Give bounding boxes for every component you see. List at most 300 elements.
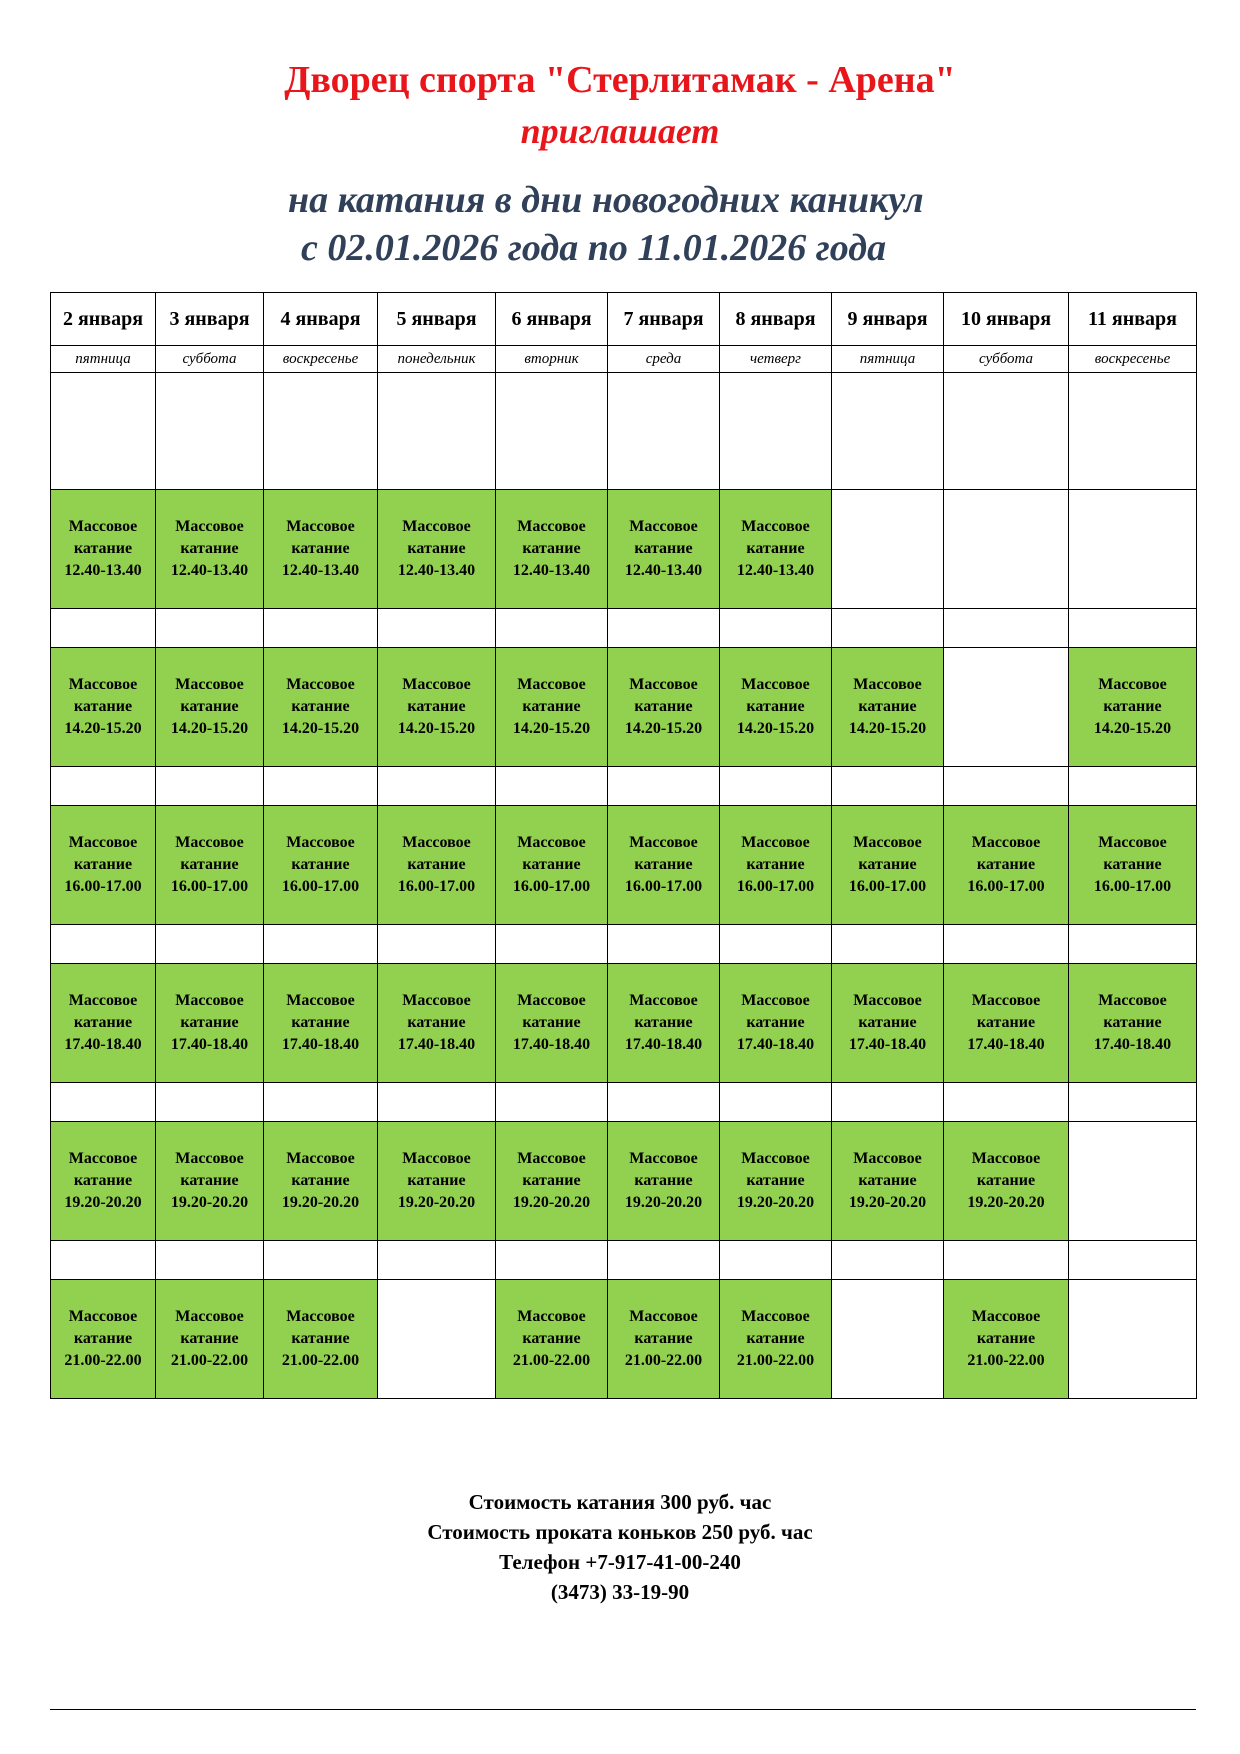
session-cell: [720, 490, 832, 609]
session-label-line2: катание: [73, 856, 133, 873]
session-cell: [264, 1280, 378, 1399]
session-time: 19.20-20.20: [967, 1194, 1045, 1211]
price-text: Стоимость катания 300 руб. час: [468, 1490, 772, 1514]
session-label-line2: катание: [180, 856, 239, 873]
page-title: Дворец спорта "Стерлитамак - Арена": [284, 59, 956, 101]
session-label-line2: катание: [858, 856, 917, 873]
empty-cell: [832, 609, 944, 648]
session-cell: [51, 806, 156, 925]
session-cell: [608, 1280, 720, 1399]
session-label-line2: катание: [522, 1014, 581, 1031]
session-label-line2: катание: [746, 540, 805, 557]
session-label-line1: Массовое: [517, 834, 586, 851]
session-label-line1: Массовое: [175, 676, 244, 693]
session-time: 17.40-18.40: [64, 1036, 142, 1053]
session-time: 21.00-22.00: [967, 1352, 1045, 1369]
session-time: 14.20-15.20: [848, 720, 927, 737]
session-label-line1: Массовое: [517, 1308, 586, 1325]
empty-cell: [944, 925, 1069, 964]
session-time: 17.40-18.40: [170, 1036, 249, 1053]
session-time: 16.00-17.00: [281, 878, 360, 895]
empty-cell: [944, 767, 1069, 806]
session-cell: [832, 648, 944, 767]
empty-cell: [378, 1280, 496, 1399]
session-cell: [944, 1122, 1069, 1241]
session-label-line2: катание: [1103, 1014, 1162, 1031]
empty-cell: [51, 373, 156, 490]
empty-cell: [608, 609, 720, 648]
session-cell: [378, 1122, 496, 1241]
session-label-line1: Массовое: [286, 1308, 355, 1325]
session-cell: [608, 1122, 720, 1241]
date-header-cell: 2 января: [51, 293, 156, 346]
empty-cell: [1069, 1083, 1197, 1122]
session-cell: [832, 964, 944, 1083]
empty-cell: [378, 767, 496, 806]
session-time: 21.00-22.00: [64, 1352, 142, 1369]
session-time: 17.40-18.40: [512, 1036, 591, 1053]
session-time: 16.00-17.00: [1093, 878, 1172, 895]
session-label-line1: Массовое: [1098, 834, 1167, 851]
session-time: 12.40-13.40: [512, 562, 591, 579]
empty-cell: [944, 609, 1069, 648]
empty-cell: [378, 1241, 496, 1280]
session-label-line2: катание: [746, 1330, 805, 1347]
session-label-line2: катание: [1103, 698, 1162, 715]
empty-cell: [944, 1083, 1069, 1122]
session-label-line2: катание: [634, 1330, 693, 1347]
session-label-line2: катание: [858, 698, 917, 715]
date-header-cell: 8 января: [720, 293, 832, 346]
empty-cell: [944, 373, 1069, 490]
session-label-line2: катание: [634, 540, 693, 557]
session-label-line2: катание: [746, 1172, 805, 1189]
empty-cell: [832, 1280, 944, 1399]
session-cell: [496, 964, 608, 1083]
session-row: [51, 1280, 1197, 1399]
empty-cell: [832, 925, 944, 964]
session-time: 12.40-13.40: [397, 562, 476, 579]
empty-cell: [264, 1241, 378, 1280]
session-cell: [720, 648, 832, 767]
session-label-line1: Массовое: [853, 676, 922, 693]
session-cell: [496, 1122, 608, 1241]
session-cell: [496, 1280, 608, 1399]
session-time: 16.00-17.00: [848, 878, 927, 895]
session-cell: [378, 490, 496, 609]
session-cell: [378, 964, 496, 1083]
date-header-cell: 10 января: [944, 293, 1069, 346]
session-time: 14.20-15.20: [64, 720, 142, 737]
session-cell: [1069, 648, 1197, 767]
session-label-line2: катание: [407, 540, 466, 557]
session-label-line1: Массовое: [286, 518, 355, 535]
empty-cell: [720, 1241, 832, 1280]
session-label-line1: Массовое: [741, 1308, 810, 1325]
session-label-line1: Массовое: [402, 834, 471, 851]
session-label-line2: катание: [291, 1330, 350, 1347]
session-label-line2: катание: [522, 698, 581, 715]
session-time: 14.20-15.20: [512, 720, 591, 737]
schedule-table: [50, 292, 1197, 1399]
session-time: 21.00-22.00: [736, 1352, 815, 1369]
session-time: 21.00-22.00: [512, 1352, 591, 1369]
weekday-header-cell: понедельник: [378, 346, 496, 373]
date-header-cell: 11 января: [1069, 293, 1197, 346]
date-header-cell: 9 января: [832, 293, 944, 346]
empty-cell: [832, 490, 944, 609]
session-label-line2: катание: [858, 1014, 917, 1031]
session-time: 17.40-18.40: [624, 1036, 703, 1053]
empty-cell: [608, 1083, 720, 1122]
empty-cell: [1069, 1122, 1197, 1241]
session-label-line1: Массовое: [741, 992, 810, 1009]
session-label-line2: катание: [291, 540, 350, 557]
session-cell: [720, 964, 832, 1083]
session-cell: [156, 806, 264, 925]
empty-cell: [51, 925, 156, 964]
session-label-line1: Массовое: [286, 676, 355, 693]
session-label-line1: Массовое: [402, 992, 471, 1009]
session-label-line2: катание: [634, 856, 693, 873]
empty-cell: [1069, 767, 1197, 806]
session-label-line2: катание: [73, 1330, 133, 1347]
session-row: [51, 806, 1197, 925]
empty-cell: [51, 1241, 156, 1280]
session-label-line1: Массовое: [1098, 676, 1167, 693]
session-cell: [264, 964, 378, 1083]
session-label-line1: Массовое: [629, 1150, 698, 1167]
session-cell: [264, 490, 378, 609]
empty-cell: [156, 1241, 264, 1280]
session-label-line2: катание: [746, 856, 805, 873]
session-cell: [264, 1122, 378, 1241]
date-header-cell: 3 января: [156, 293, 264, 346]
weekday-header-cell: пятница: [51, 346, 156, 373]
session-cell: [264, 648, 378, 767]
session-label-line1: Массовое: [68, 1150, 138, 1167]
session-row: [51, 490, 1197, 609]
empty-cell: [378, 1083, 496, 1122]
empty-cell: [832, 767, 944, 806]
date-header-row: [51, 293, 1197, 346]
empty-cell: [378, 373, 496, 490]
empty-cell: [496, 925, 608, 964]
session-cell: [156, 490, 264, 609]
empty-cell: [720, 925, 832, 964]
session-time: 17.40-18.40: [1093, 1036, 1172, 1053]
empty-cell: [264, 1083, 378, 1122]
session-label-line1: Массовое: [286, 992, 355, 1009]
session-time: 14.20-15.20: [624, 720, 703, 737]
empty-cell: [496, 373, 608, 490]
rental-price-text: Стоимость проката коньков 250 руб. час: [427, 1520, 813, 1544]
session-cell: [156, 1280, 264, 1399]
session-time: 19.20-20.20: [848, 1194, 927, 1211]
session-time: 21.00-22.00: [281, 1352, 360, 1369]
session-row: [51, 1122, 1197, 1241]
session-label-line2: катание: [1103, 856, 1162, 873]
empty-cell: [944, 1241, 1069, 1280]
empty-cell: [608, 373, 720, 490]
session-label-line2: катание: [180, 698, 239, 715]
session-label-line1: Массовое: [402, 1150, 471, 1167]
session-label-line1: Массовое: [741, 834, 810, 851]
empty-cell: [1069, 1241, 1197, 1280]
session-time: 16.00-17.00: [512, 878, 591, 895]
phone-text: Телефон +7-917-41-00-240: [499, 1550, 741, 1574]
session-label-line1: Массовое: [175, 992, 244, 1009]
session-label-line2: катание: [291, 1014, 350, 1031]
session-cell: [51, 648, 156, 767]
session-cell: [496, 806, 608, 925]
session-label-line2: катание: [407, 1172, 466, 1189]
session-time: 17.40-18.40: [967, 1036, 1045, 1053]
session-label-line1: Массовое: [286, 834, 355, 851]
session-cell: [156, 648, 264, 767]
session-time: 12.40-13.40: [281, 562, 360, 579]
session-label-line1: Массовое: [741, 1150, 810, 1167]
session-time: 16.00-17.00: [397, 878, 476, 895]
session-label-line2: катание: [634, 698, 693, 715]
session-label-line1: Массовое: [853, 1150, 922, 1167]
weekday-header-row: [51, 346, 1197, 373]
session-time: 17.40-18.40: [736, 1036, 815, 1053]
session-label-line1: Массовое: [402, 518, 471, 535]
weekday-header-cell: четверг: [720, 346, 832, 373]
empty-cell: [608, 925, 720, 964]
gap-row: [51, 609, 1197, 648]
empty-cell: [1069, 373, 1197, 490]
empty-cell: [1069, 925, 1197, 964]
session-label-line1: Массовое: [741, 676, 810, 693]
empty-cell: [156, 767, 264, 806]
session-label-line1: Массовое: [175, 834, 244, 851]
empty-cell: [944, 648, 1069, 767]
date-header-cell: 4 января: [264, 293, 378, 346]
session-cell: [51, 1280, 156, 1399]
date-header-cell: 6 января: [496, 293, 608, 346]
weekday-header-cell: пятница: [832, 346, 944, 373]
empty-cell: [608, 1241, 720, 1280]
session-time: 21.00-22.00: [170, 1352, 249, 1369]
session-label-line2: катание: [976, 856, 1036, 873]
session-cell: [156, 1122, 264, 1241]
session-label-line1: Массовое: [68, 518, 138, 535]
session-label-line1: Массовое: [68, 1308, 138, 1325]
empty-cell: [496, 1241, 608, 1280]
session-time: 19.20-20.20: [64, 1194, 142, 1211]
session-time: 14.20-15.20: [736, 720, 815, 737]
session-label-line1: Массовое: [629, 992, 698, 1009]
session-cell: [1069, 806, 1197, 925]
empty-cell: [264, 925, 378, 964]
session-label-line1: Массовое: [853, 992, 922, 1009]
session-label-line2: катание: [291, 856, 350, 873]
session-cell: [156, 964, 264, 1083]
session-label-line2: катание: [407, 856, 466, 873]
empty-cell: [51, 767, 156, 806]
session-time: 19.20-20.20: [281, 1194, 360, 1211]
session-cell: [378, 806, 496, 925]
empty-cell: [264, 609, 378, 648]
session-label-line2: катание: [180, 1014, 239, 1031]
session-label-line1: Массовое: [175, 518, 244, 535]
session-time: 21.00-22.00: [624, 1352, 703, 1369]
session-label-line2: катание: [522, 1330, 581, 1347]
session-label-line1: Массовое: [741, 518, 810, 535]
session-cell: [608, 964, 720, 1083]
session-label-line2: катание: [407, 698, 466, 715]
empty-cell: [156, 925, 264, 964]
session-row: [51, 648, 1197, 767]
date-header-cell: 5 января: [378, 293, 496, 346]
empty-cell: [496, 1083, 608, 1122]
weekday-header-cell: среда: [608, 346, 720, 373]
session-label-line2: катание: [522, 856, 581, 873]
empty-cell: [1069, 609, 1197, 648]
weekday-header-cell: воскресенье: [264, 346, 378, 373]
empty-cell: [264, 767, 378, 806]
empty-cell: [720, 767, 832, 806]
empty-cell: [156, 609, 264, 648]
session-time: 17.40-18.40: [281, 1036, 360, 1053]
session-label-line1: Массовое: [629, 518, 698, 535]
empty-cell: [264, 373, 378, 490]
session-time: 14.20-15.20: [397, 720, 476, 737]
gap-row: [51, 767, 1197, 806]
empty-cell: [944, 490, 1069, 609]
session-time: 19.20-20.20: [512, 1194, 591, 1211]
session-label-line2: катание: [180, 1330, 239, 1347]
empty-cell: [832, 1241, 944, 1280]
session-label-line2: катание: [634, 1014, 693, 1031]
empty-row: [51, 373, 1197, 490]
gap-row: [51, 1241, 1197, 1280]
session-label-line2: катание: [73, 540, 133, 557]
session-label-line2: катание: [746, 698, 805, 715]
session-label-line1: Массовое: [1098, 992, 1167, 1009]
session-cell: [378, 648, 496, 767]
session-cell: [944, 964, 1069, 1083]
session-label-line2: катание: [180, 540, 239, 557]
session-label-line2: катание: [746, 1014, 805, 1031]
gap-row: [51, 1083, 1197, 1122]
session-time: 12.40-13.40: [64, 562, 142, 579]
session-cell: [720, 1122, 832, 1241]
session-cell: [51, 964, 156, 1083]
session-label-line1: Массовое: [68, 834, 138, 851]
session-cell: [720, 1280, 832, 1399]
session-cell: [51, 490, 156, 609]
session-cell: [1069, 964, 1197, 1083]
empty-cell: [720, 1083, 832, 1122]
session-label-line1: Массовое: [629, 1308, 698, 1325]
empty-cell: [51, 609, 156, 648]
session-cell: [608, 648, 720, 767]
session-label-line2: катание: [73, 1172, 133, 1189]
session-time: 19.20-20.20: [736, 1194, 815, 1211]
session-time: 14.20-15.20: [170, 720, 249, 737]
empty-cell: [156, 1083, 264, 1122]
session-label-line2: катание: [291, 1172, 350, 1189]
session-cell: [832, 1122, 944, 1241]
session-label-line1: Массовое: [286, 1150, 355, 1167]
date-range-line: с 02.01.2026 года по 11.01.2026 года: [301, 227, 887, 269]
weekday-header-cell: суббота: [944, 346, 1069, 373]
session-label-line2: катание: [522, 540, 581, 557]
session-label-line2: катание: [407, 1014, 466, 1031]
session-cell: [51, 1122, 156, 1241]
empty-cell: [720, 609, 832, 648]
session-time: 16.00-17.00: [624, 878, 703, 895]
empty-cell: [832, 1083, 944, 1122]
session-time: 19.20-20.20: [170, 1194, 249, 1211]
session-label-line1: Массовое: [971, 992, 1041, 1009]
session-cell: [832, 806, 944, 925]
session-time: 16.00-17.00: [967, 878, 1045, 895]
session-time: 16.00-17.00: [736, 878, 815, 895]
session-label-line1: Массовое: [971, 1150, 1041, 1167]
empty-cell: [1069, 490, 1197, 609]
empty-cell: [1069, 1280, 1197, 1399]
session-label-line1: Массовое: [629, 676, 698, 693]
session-label-line1: Массовое: [853, 834, 922, 851]
session-time: 14.20-15.20: [1093, 720, 1172, 737]
invite-line: приглашает: [520, 111, 720, 151]
session-label-line2: катание: [858, 1172, 917, 1189]
session-label-line2: катание: [180, 1172, 239, 1189]
session-time: 16.00-17.00: [170, 878, 249, 895]
session-cell: [496, 490, 608, 609]
session-time: 14.20-15.20: [281, 720, 360, 737]
weekday-header-cell: вторник: [496, 346, 608, 373]
session-label-line1: Массовое: [517, 992, 586, 1009]
session-cell: [608, 490, 720, 609]
session-label-line1: Массовое: [517, 676, 586, 693]
session-cell: [720, 806, 832, 925]
session-label-line1: Массовое: [175, 1150, 244, 1167]
empty-cell: [608, 767, 720, 806]
session-label-line1: Массовое: [175, 1308, 244, 1325]
empty-cell: [496, 609, 608, 648]
empty-cell: [496, 767, 608, 806]
session-cell: [944, 1280, 1069, 1399]
session-label-line2: катание: [634, 1172, 693, 1189]
gap-row: [51, 925, 1197, 964]
session-label-line2: катание: [976, 1330, 1036, 1347]
session-label-line1: Массовое: [629, 834, 698, 851]
session-cell: [264, 806, 378, 925]
session-cell: [944, 806, 1069, 925]
session-time: 19.20-20.20: [397, 1194, 476, 1211]
session-label-line2: катание: [73, 698, 133, 715]
empty-cell: [832, 373, 944, 490]
session-label-line1: Массовое: [68, 676, 138, 693]
session-label-line1: Массовое: [517, 1150, 586, 1167]
session-label-line2: катание: [73, 1014, 133, 1031]
weekday-header-cell: суббота: [156, 346, 264, 373]
date-header-cell: 7 января: [608, 293, 720, 346]
empty-cell: [51, 1083, 156, 1122]
empty-cell: [156, 373, 264, 490]
session-label-line2: катание: [291, 698, 350, 715]
session-label-line2: катание: [522, 1172, 581, 1189]
empty-cell: [378, 925, 496, 964]
session-time: 17.40-18.40: [397, 1036, 476, 1053]
weekday-header-cell: воскресенье: [1069, 346, 1197, 373]
session-label-line1: Массовое: [68, 992, 138, 1009]
